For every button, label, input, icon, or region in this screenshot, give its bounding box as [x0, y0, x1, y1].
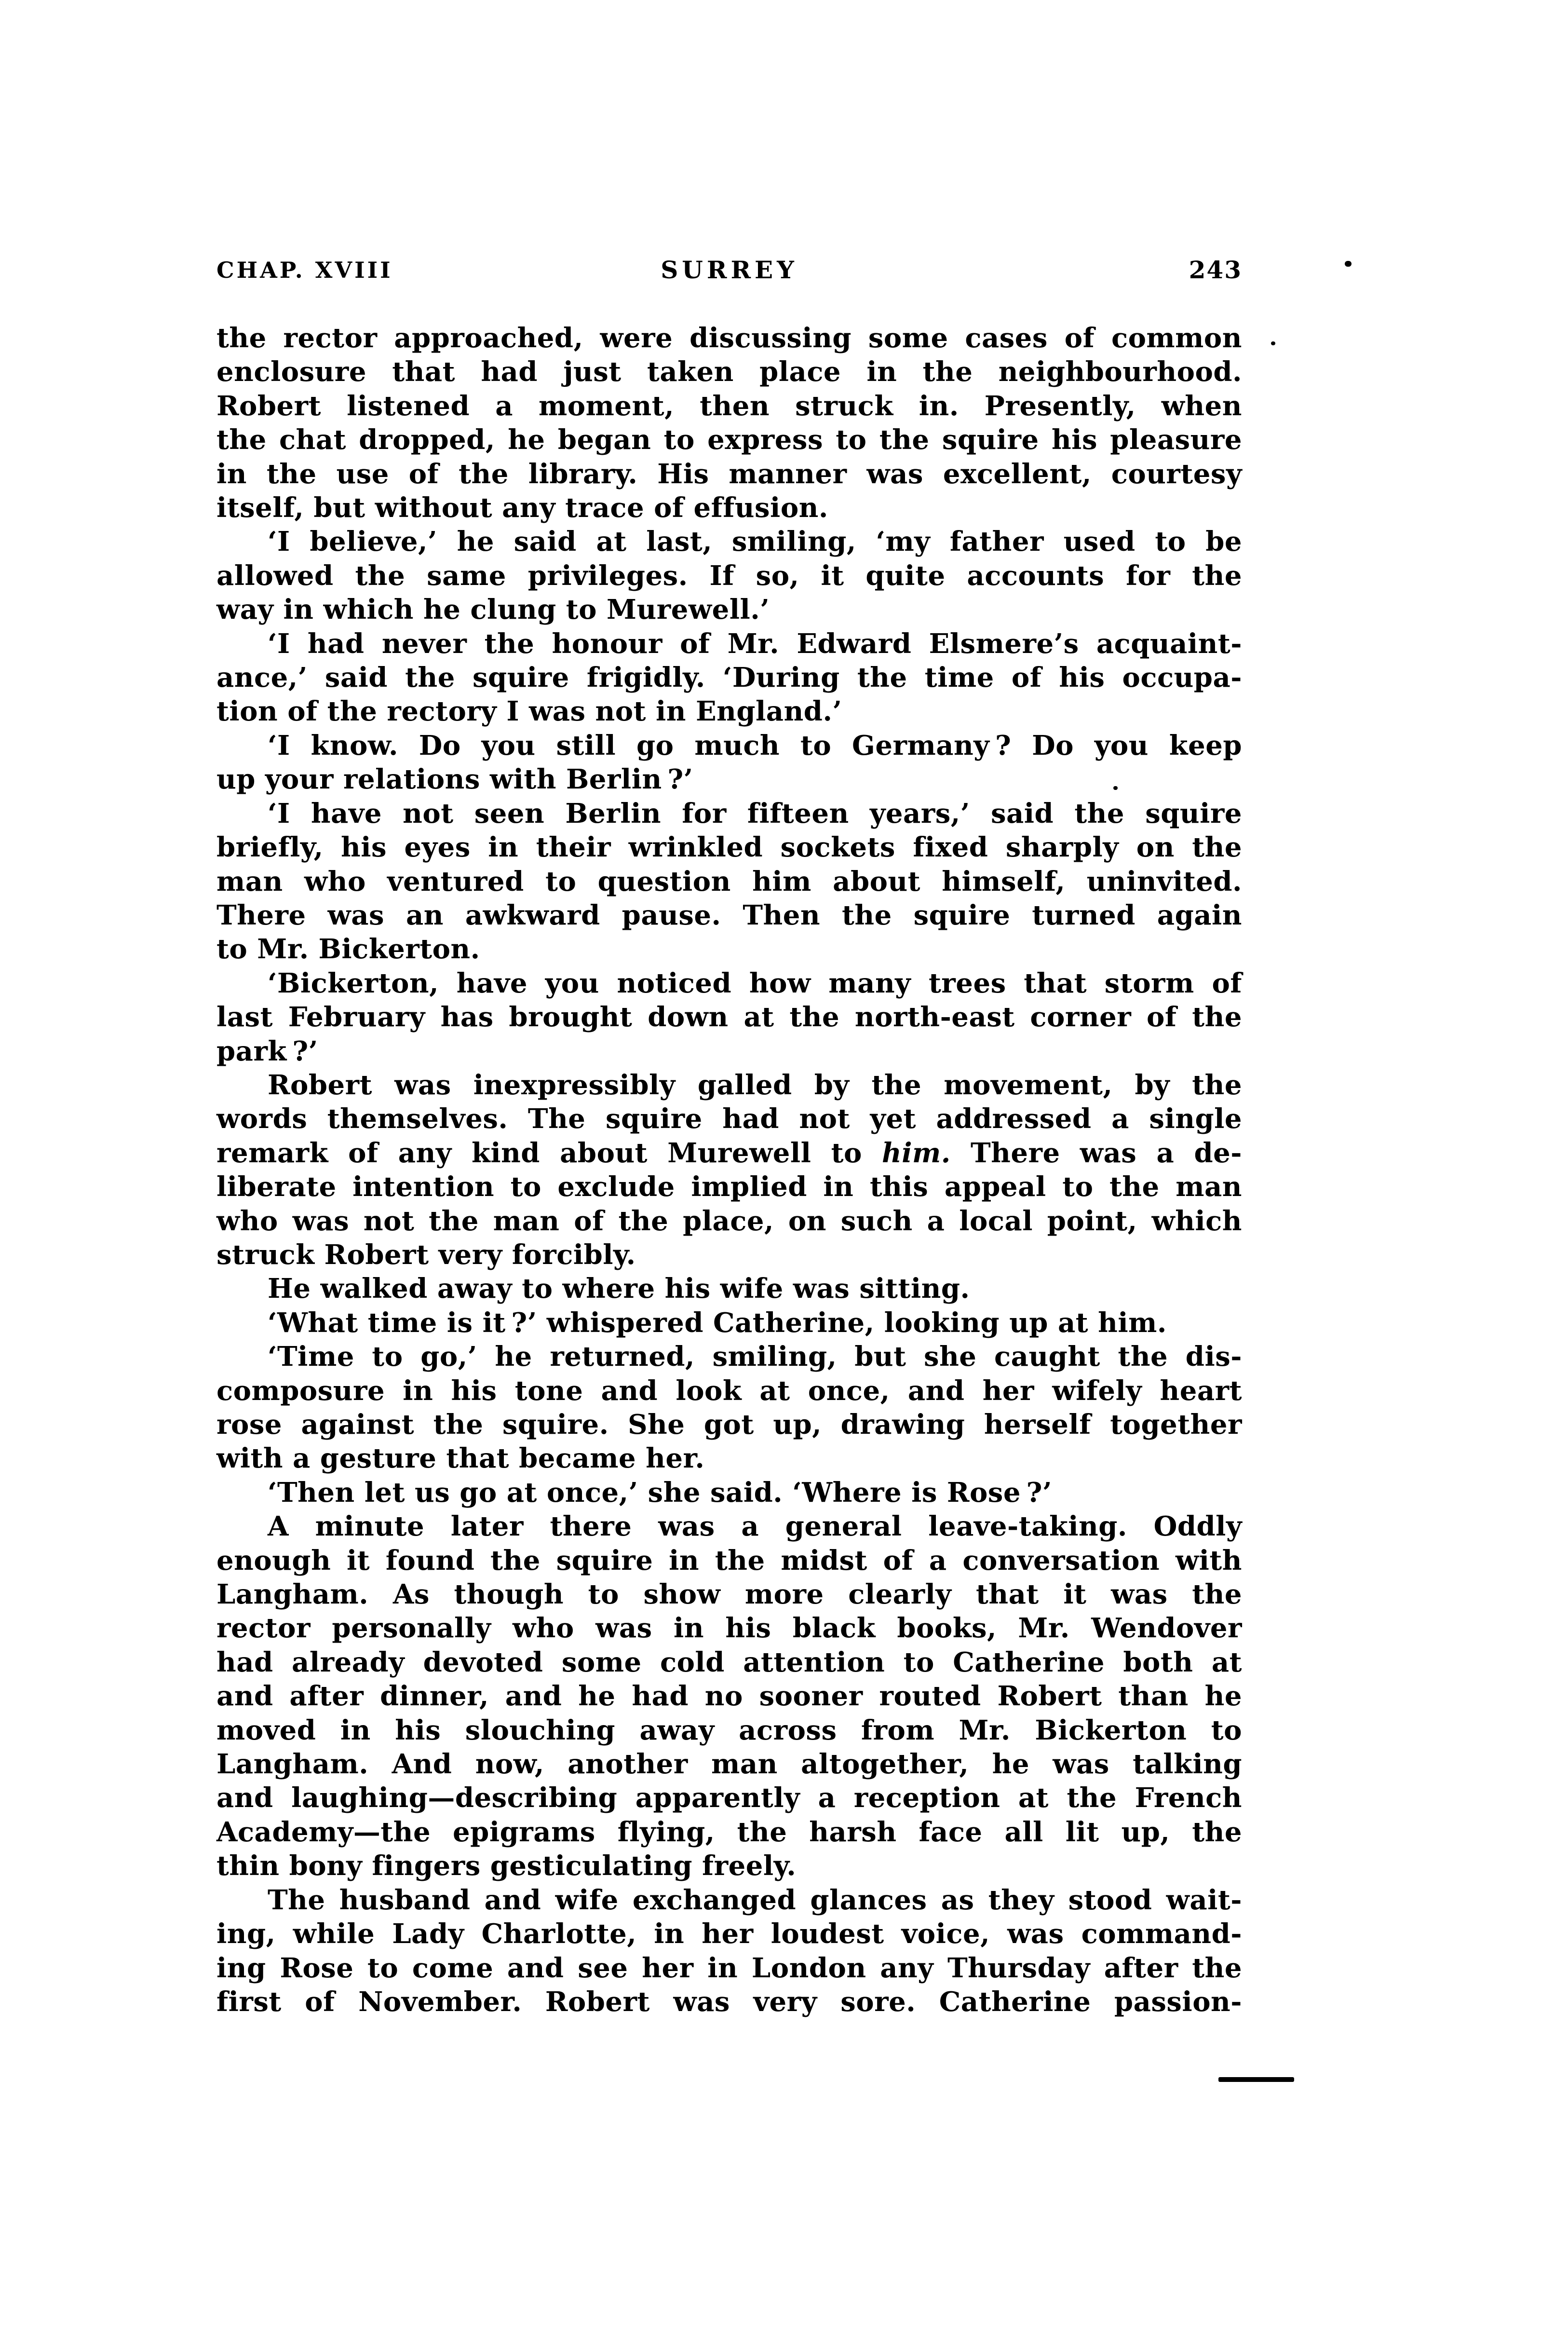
text-line: and laughing—describing apparently a reception at the French — [216, 1782, 1242, 1814]
text-line: remark of any kind about Murewell to him. There was a de- — [216, 1137, 1243, 1169]
text-line: and after dinner, and he had no sooner routed Robert than he — [216, 1680, 1242, 1713]
text-line: The husband and wife exchanged glances as they stood wait- — [268, 1884, 1242, 1916]
text-line: words themselves. The squire had not yet addressed a single — [216, 1103, 1242, 1135]
text-line: had already devoted some cold attention to Catherine both at — [216, 1646, 1242, 1678]
text-line: Langham. And now, another man altogether, he was talking — [216, 1748, 1242, 1781]
text-line: who was not the man of the place, on such a local point, which — [216, 1205, 1242, 1237]
text-line: with a gesture that became her. — [216, 1442, 705, 1475]
text-line: Robert listened a moment, then struck in. Presently, when — [216, 390, 1242, 422]
chapter-label: CHAP. XVIII — [216, 257, 393, 283]
page-title: SURREY — [661, 256, 798, 284]
text-line: man who ventured to question him about himself, uninvited. — [216, 865, 1242, 897]
text-line: ‘Then let us go at once,’ she said. ‘Where is Rose ?’ — [268, 1476, 1052, 1509]
text-line: struck Robert very forcibly. — [216, 1238, 636, 1271]
text-line: itself, but without any trace of effusion. — [216, 492, 828, 524]
text-line: in the use of the library. His manner was excellent, courtesy — [216, 458, 1242, 490]
text-line: last February has brought down at the north-east corner of the — [216, 1001, 1242, 1033]
ink-dash — [1218, 2077, 1294, 2082]
text-line: ‘I had never the honour of Mr. Edward Elsmere’s acquaint- — [268, 627, 1242, 660]
text-line: ‘I believe,’ he said at last, smiling, ‘my father used to be — [268, 526, 1242, 558]
text-line: enough it found the squire in the midst of a conversation with — [216, 1544, 1242, 1577]
text-line: moved in his slouching away across from Mr. Bickerton to — [216, 1714, 1242, 1746]
text-line: Robert was inexpressibly galled by the movement, by the — [268, 1069, 1242, 1101]
ink-speck — [1113, 786, 1118, 790]
text-line: ing, while Lady Charlotte, in her loudest voice, was command- — [216, 1918, 1242, 1950]
ink-speck — [1345, 261, 1352, 267]
text-line: composure in his tone and look at once, and her wifely heart — [216, 1374, 1242, 1407]
text-line: ance,’ said the squire frigidly. ‘During the time of his occupa- — [216, 662, 1242, 694]
text-line: ‘Bickerton, have you noticed how many trees that storm of — [268, 967, 1242, 999]
text-line: first of November. Robert was very sore. Catherine passion- — [216, 1985, 1242, 2018]
text-line: ‘What time is it ?’ whispered Catherine, looking up at him. — [268, 1306, 1167, 1339]
text-line: briefly, his eyes in their wrinkled sockets fixed sharply on the — [216, 831, 1242, 864]
text-line: Langham. As though to show more clearly that it was the — [216, 1578, 1242, 1611]
page-number: 243 — [1189, 256, 1242, 284]
text-line: There was an awkward pause. Then the squire turned again — [216, 899, 1242, 931]
ink-speck — [1271, 341, 1275, 345]
text-line: ing Rose to come and see her in London any Thursday after the — [216, 1952, 1242, 1984]
text-line: rose against the squire. She got up, drawing herself together — [216, 1409, 1242, 1441]
text-line: Academy—the epigrams flying, the harsh face all lit up, the — [216, 1816, 1242, 1848]
running-head — [216, 257, 1242, 286]
text-line: park ?’ — [216, 1035, 318, 1067]
text-line: the chat dropped, he began to express to the squire his pleasure — [216, 424, 1242, 456]
text-line: thin bony fingers gesticulating freely. — [216, 1850, 797, 1882]
text-line: He walked away to where his wife was sitting. — [268, 1273, 970, 1305]
text-line: the rector approached, were discussing some cases of common — [216, 322, 1242, 354]
text-line: A minute later there was a general leave-taking. Oddly — [268, 1510, 1242, 1543]
text-line: enclosure that had just taken place in the neighbourhood. — [216, 356, 1242, 388]
page-text — [216, 321, 1242, 2019]
text-line: way in which he clung to Murewell.’ — [216, 594, 770, 626]
text-line: liberate intention to exclude implied in this appeal to the man — [216, 1171, 1242, 1203]
text-line: allowed the same privileges. If so, it quite accounts for the — [216, 559, 1242, 592]
text-line: ‘I know. Do you still go much to Germany ? Do you keep — [268, 729, 1242, 761]
text-line: tion of the rectory I was not in England.’ — [216, 695, 842, 728]
text-line: to Mr. Bickerton. — [216, 933, 480, 965]
text-line: up your relations with Berlin ?’ — [216, 763, 693, 796]
text-line: ‘Time to go,’ he returned, smiling, but she caught the dis- — [268, 1341, 1242, 1373]
text-line: rector personally who was in his black books, Mr. Wendover — [216, 1612, 1242, 1645]
text-line: ‘I have not seen Berlin for fifteen years,’ said the squire — [268, 797, 1242, 829]
